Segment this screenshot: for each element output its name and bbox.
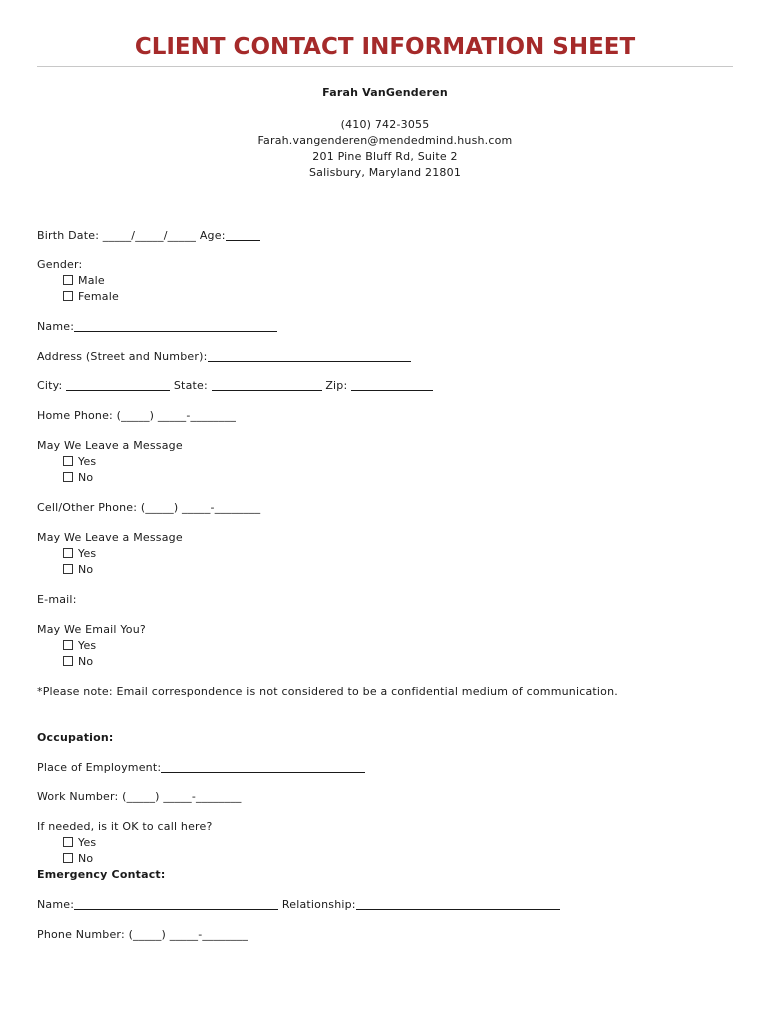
- option-label: No: [78, 471, 94, 484]
- checkbox-icon[interactable]: [63, 275, 73, 285]
- page-title: CLIENT CONTACT INFORMATION SHEET: [134, 34, 636, 60]
- city-state-zip-row: [37, 379, 433, 392]
- checkbox-icon[interactable]: [63, 853, 73, 863]
- relationship-label: Relationship:: [281, 898, 356, 911]
- call-ok-yes-option[interactable]: [63, 836, 96, 849]
- home-message-label: May We Leave a Message: [37, 439, 183, 452]
- zip-field[interactable]: [351, 379, 433, 391]
- state-label: State:: [173, 379, 208, 392]
- city-label: City:: [37, 379, 63, 392]
- option-label: Yes: [78, 547, 97, 560]
- work-number-label: Work Number: (_____) _____-________: [37, 790, 242, 803]
- state-field[interactable]: [212, 379, 322, 391]
- cell-phone-label: Cell/Other Phone: (_____) _____-________: [37, 501, 261, 514]
- cell-message-yes-option[interactable]: [63, 547, 96, 560]
- city-field[interactable]: [66, 379, 170, 391]
- cell-message-no-option[interactable]: [63, 563, 93, 576]
- address-field[interactable]: [208, 350, 411, 362]
- email-ok-label: May We Email You?: [37, 623, 146, 636]
- emergency-name-label: Name:: [37, 898, 75, 911]
- checkbox-icon[interactable]: [63, 640, 73, 650]
- option-label: Female: [78, 290, 119, 303]
- option-label: Yes: [78, 836, 97, 849]
- checkbox-icon[interactable]: [63, 456, 73, 466]
- address-label: Address (Street and Number):: [37, 350, 208, 363]
- option-label: Male: [78, 274, 105, 287]
- email-ok-yes-option[interactable]: [63, 639, 96, 652]
- call-ok-label: If needed, is it OK to call here?: [37, 820, 213, 833]
- name-label: Name:: [37, 320, 75, 333]
- cell-message-label: May We Leave a Message: [37, 531, 183, 544]
- gender-male-option[interactable]: [63, 274, 105, 287]
- gender-label: Gender:: [37, 258, 83, 271]
- emergency-phone-label: Phone Number: (_____) _____-________: [37, 928, 249, 941]
- employment-field[interactable]: [161, 761, 365, 773]
- email-label: E-mail:: [37, 593, 77, 606]
- call-ok-no-option[interactable]: [63, 852, 93, 865]
- home-phone-label: Home Phone: (_____) _____-________: [37, 409, 237, 422]
- option-label: No: [78, 655, 94, 668]
- title-divider: [37, 66, 733, 67]
- birth-date-label: Birth Date: _____/_____/_____: [37, 229, 197, 242]
- employment-row: [37, 761, 365, 774]
- provider-address-line2: Salisbury, Maryland 21801: [308, 166, 462, 179]
- checkbox-icon[interactable]: [63, 564, 73, 574]
- relationship-field[interactable]: [356, 898, 560, 910]
- occupation-heading: Occupation:: [37, 731, 114, 744]
- provider-name: Farah VanGenderen: [322, 86, 448, 99]
- age-label: Age:: [199, 229, 226, 242]
- option-label: Yes: [78, 639, 97, 652]
- option-label: Yes: [78, 455, 97, 468]
- checkbox-icon[interactable]: [63, 291, 73, 301]
- zip-label: Zip:: [325, 379, 348, 392]
- name-row: [37, 320, 277, 333]
- option-label: No: [78, 563, 94, 576]
- employment-label: Place of Employment:: [37, 761, 162, 774]
- name-field[interactable]: [74, 320, 277, 332]
- provider-address-line1: 201 Pine Bluff Rd, Suite 2: [312, 150, 458, 163]
- gender-female-option[interactable]: [63, 290, 119, 303]
- checkbox-icon[interactable]: [63, 656, 73, 666]
- age-field[interactable]: [226, 229, 260, 241]
- provider-email: Farah.vangenderen@mendedmind.hush.com: [257, 134, 513, 147]
- provider-phone: (410) 742-3055: [340, 118, 430, 131]
- emergency-name-field[interactable]: [74, 898, 278, 910]
- home-message-no-option[interactable]: [63, 471, 93, 484]
- checkbox-icon[interactable]: [63, 837, 73, 847]
- email-ok-no-option[interactable]: [63, 655, 93, 668]
- checkbox-icon[interactable]: [63, 472, 73, 482]
- home-message-yes-option[interactable]: [63, 455, 96, 468]
- checkbox-icon[interactable]: [63, 548, 73, 558]
- email-note: *Please note: Email correspondence is not considered to be a confidential medium of communication.: [37, 685, 618, 698]
- emergency-heading: Emergency Contact:: [37, 868, 166, 881]
- option-label: No: [78, 852, 94, 865]
- birth-date-row: [37, 229, 260, 242]
- address-row: [37, 350, 411, 363]
- emergency-name-row: [37, 898, 560, 911]
